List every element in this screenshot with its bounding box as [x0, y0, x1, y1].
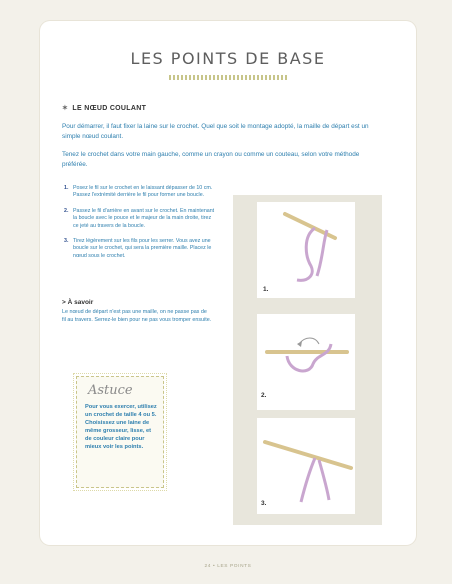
astuce-title: Astuce — [88, 383, 133, 398]
step-item — [64, 185, 216, 200]
step-text: Passez le fil d'arrière en avant sur le crochet. En maintenant la boucle avec le pouce et le majeur de la main droite, tirez ce jeté au travers de la boucle. — [73, 207, 215, 229]
step-text: Tirez légèrement sur les fils pour les serrer. Vous avez une boucle sur le crochet, qui sera la première maille. Placez le nœud sous le crochet. — [73, 238, 212, 259]
intro-paragraph-1: Pour démarrer, il faut fixer la laine sur le crochet. Quel que soit le montage adopté, la maille de départ est un simple nœud coulant. — [62, 123, 369, 140]
step-item — [64, 238, 216, 260]
step-number: 3. — [64, 238, 69, 245]
section-heading — [62, 104, 146, 112]
savoir-heading: > À savoir — [62, 299, 94, 306]
step-text: Posez le fil sur le crochet en le laissant dépasser de 10 cm. Passez l'extrémité derrière le fil pour former une boucle. — [73, 185, 213, 199]
section-heading-label: LE NŒUD COULANT — [72, 105, 147, 112]
step-item — [64, 208, 216, 230]
illustration-panel-3 — [257, 418, 355, 514]
illustration-panel-2 — [257, 314, 355, 410]
astuce-text: Pour vous exercer, utilisez un crochet de taille 4 ou 5. Choisissez une laine de même grosseur, lisse, et de couleur claire pour mieux voir les points. — [85, 404, 157, 450]
steps-list — [64, 185, 216, 268]
page-footer: 24 • LES POINTS — [204, 564, 252, 569]
illustration-label: 1. — [263, 286, 269, 293]
savoir-text: Le nœud de départ n'est pas une maille, on ne passe pas de fil au travers. Serrez-le bien pour ne pas vous tromper ensuite. — [62, 309, 212, 323]
illustration-label: 2. — [261, 392, 267, 399]
illustration-panel-1 — [257, 202, 355, 298]
title-divider — [169, 75, 287, 80]
step-number: 1. — [64, 185, 69, 191]
crochet-hook-step1-illustration — [257, 202, 355, 298]
crochet-hook-step2-illustration — [257, 314, 355, 410]
intro-paragraph-2: Tenez le crochet dans votre main gauche, comme un crayon ou comme un couteau, selon votre méthode préférée. — [62, 151, 360, 168]
crochet-hook-step3-illustration — [257, 418, 355, 514]
step-number: 2. — [64, 207, 69, 214]
star-icon: ✶ — [62, 105, 69, 112]
page-title: LES POINTS DE BASE — [130, 49, 326, 68]
illustration-label: 3. — [261, 500, 267, 507]
